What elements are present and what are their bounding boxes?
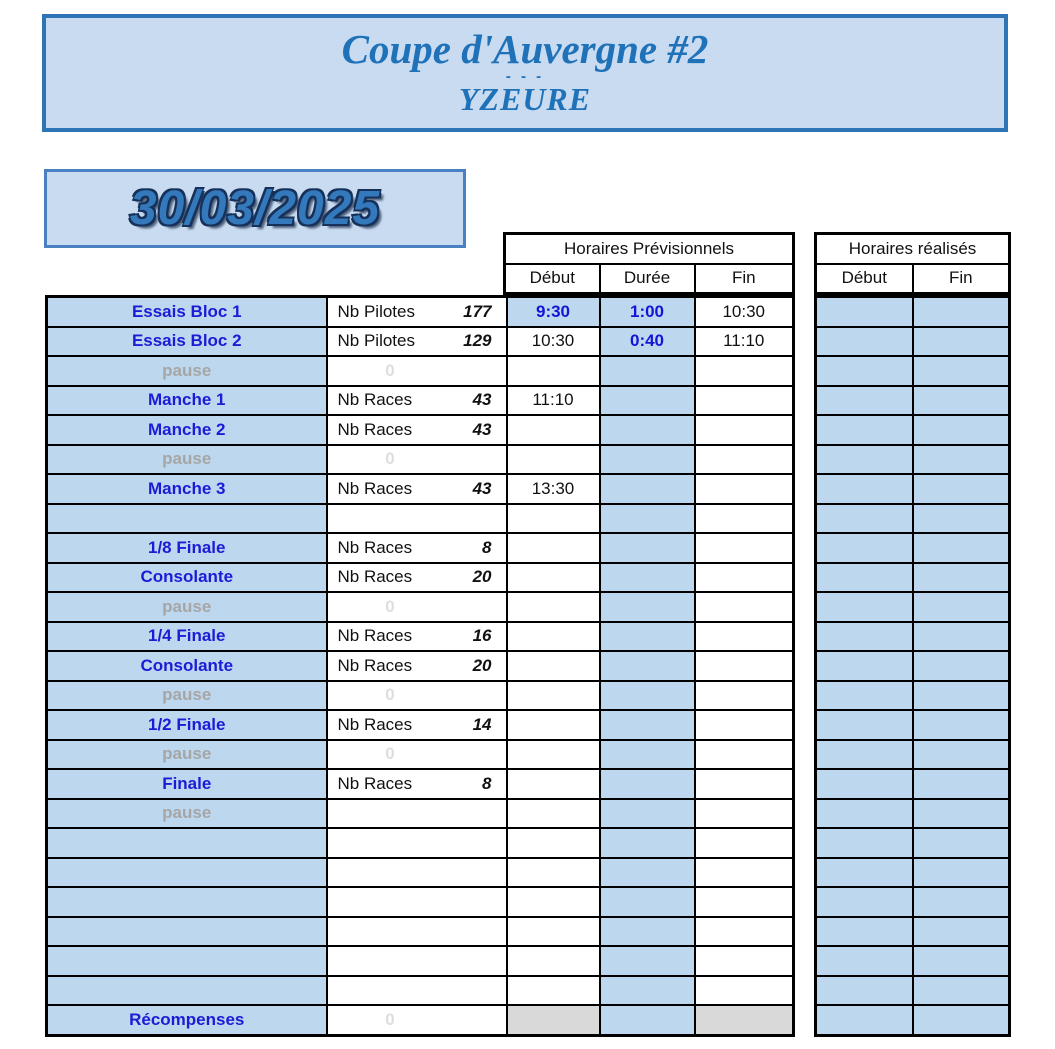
row-count-cell [327,828,507,858]
realized-row [816,533,1010,563]
fin-realise-cell[interactable] [913,887,1010,917]
debut-realise-cell[interactable] [816,356,913,386]
debut-previsionnel-cell[interactable] [507,769,600,799]
schedule-row [47,297,794,327]
row-count-cell: Nb Races 43 [327,474,507,504]
prev-col-header-debut: Début [505,264,600,294]
duree-previsionnel-cell[interactable] [600,592,695,622]
row-count-cell: 0 [327,740,507,770]
debut-previsionnel-cell[interactable] [507,1005,600,1035]
row-count-cell [327,887,507,917]
row-label-cell: Consolante [47,651,327,681]
realized-row [816,297,1010,327]
debut-realise-cell[interactable] [816,622,913,652]
row-count-cell: 0 [327,356,507,386]
schedule-row [47,386,794,416]
prev-header-title: Horaires Prévisionnels [505,234,794,264]
fin-previsionnel-cell[interactable] [695,622,794,652]
schedule-table [45,295,795,1037]
fin-previsionnel-cell[interactable] [695,445,794,475]
fin-previsionnel-cell[interactable] [695,474,794,504]
row-label-cell: 1/2 Finale [47,710,327,740]
event-title: Coupe d'Auvergne #2 [341,26,709,73]
schedule-row [47,415,794,445]
debut-realise-cell[interactable] [816,327,913,357]
prev-col-header-duree: Durée [600,264,695,294]
fin-realise-cell[interactable] [913,651,1010,681]
fin-previsionnel-cell[interactable] [695,386,794,416]
schedule-row [47,563,794,593]
debut-realise-cell[interactable] [816,887,913,917]
debut-realise-cell[interactable] [816,563,913,593]
duree-previsionnel-cell[interactable] [600,386,695,416]
fin-realise-cell[interactable] [913,946,1010,976]
debut-realise-cell[interactable] [816,799,913,829]
fin-previsionnel-cell[interactable] [695,681,794,711]
row-count-cell: Nb Races 43 [327,386,507,416]
fin-previsionnel-cell[interactable] [695,769,794,799]
debut-previsionnel-cell[interactable] [507,917,600,947]
real-header-title-row [816,234,1010,264]
fin-realise-cell[interactable] [913,356,1010,386]
schedule-row [47,828,794,858]
fin-realise-cell[interactable] [913,504,1010,534]
real-header-cols-row [816,264,1010,294]
fin-realise-cell[interactable] [913,563,1010,593]
duree-previsionnel-cell[interactable]: 1:00 [600,297,695,327]
realized-row [816,858,1010,888]
fin-realise-cell[interactable] [913,1005,1010,1035]
fin-realise-cell[interactable] [913,622,1010,652]
fin-previsionnel-cell[interactable] [695,504,794,534]
schedule-row [47,710,794,740]
duree-previsionnel-cell[interactable] [600,474,695,504]
row-label-cell [47,946,327,976]
fin-realise-cell[interactable] [913,681,1010,711]
row-label-cell: 1/8 Finale [47,533,327,563]
schedule-row [47,946,794,976]
row-count-cell [327,799,507,829]
debut-previsionnel-cell[interactable] [507,710,600,740]
fin-previsionnel-cell[interactable] [695,828,794,858]
realized-row [816,887,1010,917]
realized-row [816,386,1010,416]
title-banner [42,14,1008,132]
fin-realise-cell[interactable] [913,769,1010,799]
row-label-cell [47,976,327,1006]
row-count-cell: 0 [327,445,507,475]
realized-row [816,592,1010,622]
schedule-row [47,858,794,888]
realized-row [816,563,1010,593]
realized-row [816,445,1010,475]
realized-row [816,415,1010,445]
schedule-body [47,297,794,1036]
fin-previsionnel-cell[interactable] [695,740,794,770]
debut-realise-cell[interactable] [816,917,913,947]
debut-previsionnel-cell[interactable] [507,533,600,563]
fin-realise-cell[interactable] [913,327,1010,357]
duree-previsionnel-cell[interactable] [600,445,695,475]
fin-previsionnel-cell[interactable] [695,533,794,563]
row-label-cell: Récompenses [47,1005,327,1035]
row-label-cell [47,917,327,947]
prev-schedule-header [503,232,795,295]
debut-previsionnel-cell[interactable] [507,622,600,652]
debut-realise-cell[interactable] [816,976,913,1006]
debut-previsionnel-cell[interactable] [507,976,600,1006]
fin-previsionnel-cell[interactable] [695,887,794,917]
fin-realise-cell[interactable] [913,533,1010,563]
row-count-cell: Nb Races 16 [327,622,507,652]
debut-realise-cell[interactable] [816,386,913,416]
event-location: YZEURE [458,81,592,118]
fin-realise-cell[interactable] [913,828,1010,858]
fin-realise-cell[interactable] [913,474,1010,504]
debut-previsionnel-cell[interactable]: 9:30 [507,297,600,327]
fin-previsionnel-cell[interactable] [695,710,794,740]
fin-realise-cell[interactable] [913,710,1010,740]
row-label-cell [47,858,327,888]
fin-previsionnel-cell[interactable]: 11:10 [695,327,794,357]
debut-realise-cell[interactable] [816,710,913,740]
fin-previsionnel-cell[interactable] [695,415,794,445]
debut-previsionnel-cell[interactable] [507,415,600,445]
row-count-cell [327,504,507,534]
realized-row [816,740,1010,770]
row-label-cell: Essais Bloc 2 [47,327,327,357]
duree-previsionnel-cell[interactable] [600,917,695,947]
duree-previsionnel-cell[interactable] [600,533,695,563]
debut-realise-cell[interactable] [816,592,913,622]
debut-previsionnel-cell[interactable]: 10:30 [507,327,600,357]
schedule-row [47,474,794,504]
debut-previsionnel-cell[interactable] [507,799,600,829]
schedule-row [47,592,794,622]
row-label-cell: pause [47,445,327,475]
duree-previsionnel-cell[interactable] [600,651,695,681]
row-label-cell [47,887,327,917]
event-date: 30/03/2025 [129,182,381,235]
duree-previsionnel-cell[interactable] [600,887,695,917]
row-label-cell: Manche 2 [47,415,327,445]
fin-previsionnel-cell[interactable] [695,858,794,888]
duree-previsionnel-cell[interactable] [600,356,695,386]
duree-previsionnel-cell[interactable] [600,740,695,770]
realized-row [816,976,1010,1006]
schedule-row [47,769,794,799]
real-header-title: Horaires réalisés [816,234,1010,264]
realized-row [816,504,1010,534]
debut-previsionnel-cell[interactable] [507,504,600,534]
debut-realise-cell[interactable] [816,533,913,563]
duree-previsionnel-cell[interactable] [600,681,695,711]
duree-previsionnel-cell[interactable] [600,504,695,534]
debut-previsionnel-cell[interactable] [507,946,600,976]
schedule-row [47,681,794,711]
schedule-row [47,651,794,681]
prev-header-cols-row [505,264,794,294]
fin-realise-cell[interactable] [913,592,1010,622]
fin-previsionnel-cell[interactable] [695,976,794,1006]
row-count-cell [327,976,507,1006]
fin-previsionnel-cell[interactable] [695,799,794,829]
debut-realise-cell[interactable] [816,445,913,475]
fin-realise-cell[interactable] [913,297,1010,327]
fin-previsionnel-cell[interactable] [695,946,794,976]
fin-previsionnel-cell[interactable]: 10:30 [695,297,794,327]
row-count-cell: Nb Races 8 [327,533,507,563]
row-count-cell [327,946,507,976]
realized-row [816,356,1010,386]
schedule-row [47,445,794,475]
row-count-cell: Nb Races 20 [327,563,507,593]
fin-realise-cell[interactable] [913,917,1010,947]
row-label-cell [47,828,327,858]
row-label-cell: pause [47,681,327,711]
schedule-row [47,799,794,829]
debut-previsionnel-cell[interactable] [507,592,600,622]
row-label-cell: Manche 3 [47,474,327,504]
duree-previsionnel-cell[interactable] [600,976,695,1006]
debut-realise-cell[interactable] [816,297,913,327]
duree-previsionnel-cell[interactable] [600,946,695,976]
realized-row [816,651,1010,681]
realized-body [816,297,1010,1036]
debut-realise-cell[interactable] [816,858,913,888]
realized-row [816,1005,1010,1035]
debut-previsionnel-cell[interactable] [507,828,600,858]
real-col-header-fin: Fin [913,264,1010,294]
fin-previsionnel-cell[interactable] [695,917,794,947]
fin-previsionnel-cell[interactable] [695,592,794,622]
debut-previsionnel-cell[interactable]: 13:30 [507,474,600,504]
fin-realise-cell[interactable] [913,976,1010,1006]
row-label-cell: Finale [47,769,327,799]
debut-realise-cell[interactable] [816,504,913,534]
debut-realise-cell[interactable] [816,651,913,681]
row-label-cell: Essais Bloc 1 [47,297,327,327]
fin-realise-cell[interactable] [913,858,1010,888]
realized-row [816,474,1010,504]
debut-previsionnel-cell[interactable] [507,681,600,711]
debut-previsionnel-cell[interactable] [507,858,600,888]
duree-previsionnel-cell[interactable] [600,799,695,829]
debut-realise-cell[interactable] [816,474,913,504]
debut-realise-cell[interactable] [816,769,913,799]
debut-previsionnel-cell[interactable] [507,356,600,386]
realized-row [816,327,1010,357]
fin-previsionnel-cell[interactable] [695,563,794,593]
row-label-cell [47,504,327,534]
row-label-cell: pause [47,799,327,829]
realized-row [816,799,1010,829]
row-count-cell: Nb Pilotes 129 [327,327,507,357]
prev-header-title-row [505,234,794,264]
real-col-header-debut: Début [816,264,913,294]
debut-realise-cell[interactable] [816,740,913,770]
duree-previsionnel-cell[interactable] [600,828,695,858]
debut-previsionnel-cell[interactable] [507,887,600,917]
row-count-cell: Nb Races 43 [327,415,507,445]
fin-realise-cell[interactable] [913,799,1010,829]
row-count-cell: Nb Races 20 [327,651,507,681]
row-count-cell [327,858,507,888]
realized-row [816,622,1010,652]
duree-previsionnel-cell[interactable] [600,1005,695,1035]
fin-realise-cell[interactable] [913,445,1010,475]
real-schedule-header [814,232,1011,295]
row-count-cell: Nb Races 14 [327,710,507,740]
duree-previsionnel-cell[interactable] [600,769,695,799]
date-banner [44,169,466,248]
schedule-row [47,1005,794,1035]
realized-row [816,828,1010,858]
schedule-row [47,356,794,386]
debut-previsionnel-cell[interactable] [507,740,600,770]
debut-previsionnel-cell[interactable] [507,651,600,681]
realized-row [816,710,1010,740]
debut-realise-cell[interactable] [816,946,913,976]
realized-table [814,295,1011,1037]
debut-realise-cell[interactable] [816,415,913,445]
debut-realise-cell[interactable] [816,828,913,858]
duree-previsionnel-cell[interactable] [600,563,695,593]
schedule-row [47,533,794,563]
row-label-cell: 1/4 Finale [47,622,327,652]
row-label-cell: pause [47,740,327,770]
row-count-cell: Nb Pilotes 177 [327,297,507,327]
duree-previsionnel-cell[interactable]: 0:40 [600,327,695,357]
realized-row [816,769,1010,799]
fin-previsionnel-cell[interactable] [695,651,794,681]
duree-previsionnel-cell[interactable] [600,415,695,445]
fin-realise-cell[interactable] [913,415,1010,445]
schedule-row [47,740,794,770]
debut-previsionnel-cell[interactable] [507,445,600,475]
fin-previsionnel-cell[interactable] [695,356,794,386]
row-count-cell [327,917,507,947]
row-label-cell: Manche 1 [47,386,327,416]
row-label-cell: pause [47,356,327,386]
duree-previsionnel-cell[interactable] [600,858,695,888]
row-count-cell: 0 [327,681,507,711]
debut-previsionnel-cell[interactable] [507,563,600,593]
realized-row [816,946,1010,976]
realized-row [816,917,1010,947]
fin-realise-cell[interactable] [913,386,1010,416]
schedule-row [47,504,794,534]
prev-col-header-fin: Fin [695,264,794,294]
schedule-row [47,917,794,947]
row-count-cell: 0 [327,1005,507,1035]
realized-row [816,681,1010,711]
fin-realise-cell[interactable] [913,740,1010,770]
schedule-row [47,327,794,357]
row-count-cell: Nb Races 8 [327,769,507,799]
schedule-row [47,622,794,652]
schedule-row [47,887,794,917]
fin-previsionnel-cell[interactable] [695,1005,794,1035]
row-label-cell: pause [47,592,327,622]
debut-realise-cell[interactable] [816,1005,913,1035]
row-count-cell: 0 [327,592,507,622]
duree-previsionnel-cell[interactable] [600,622,695,652]
separator-dashes: - - - [505,68,545,86]
duree-previsionnel-cell[interactable] [600,710,695,740]
schedule-row [47,976,794,1006]
debut-realise-cell[interactable] [816,681,913,711]
row-label-cell: Consolante [47,563,327,593]
debut-previsionnel-cell[interactable]: 11:10 [507,386,600,416]
